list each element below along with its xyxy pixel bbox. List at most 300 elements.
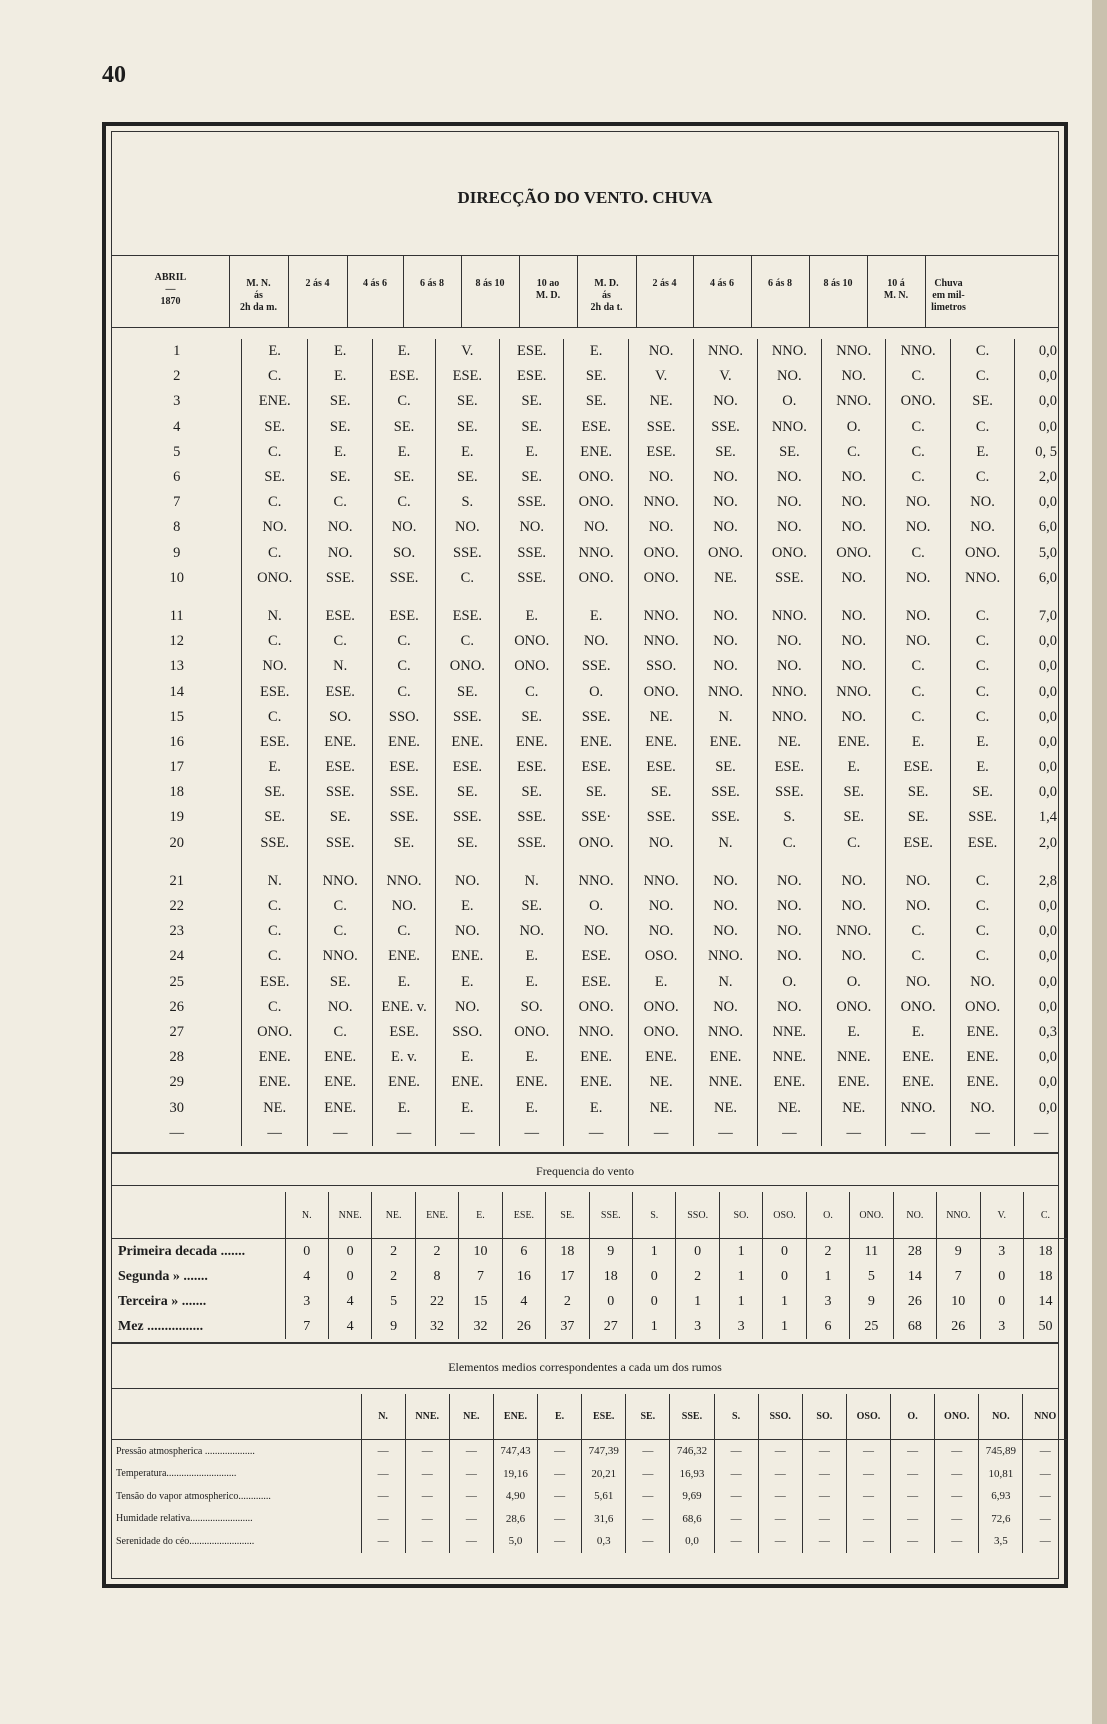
- elements-cell: 28,6: [493, 1508, 537, 1531]
- elements-column-header: SO.: [802, 1394, 846, 1440]
- wind-cell: C.: [242, 995, 308, 1020]
- day-cell: 17: [169, 759, 184, 776]
- frequency-cell: 22: [415, 1289, 458, 1314]
- frequency-cell: 9: [850, 1289, 893, 1314]
- elements-cell: —: [846, 1440, 890, 1463]
- rule-under-elements-title: [112, 1388, 1058, 1389]
- elements-cell: —: [626, 1485, 670, 1508]
- wind-cell: ESE.: [757, 755, 821, 780]
- elements-cell: —: [802, 1440, 846, 1463]
- elements-column-header: SE.: [626, 1394, 670, 1440]
- day-cell: 14: [169, 683, 184, 700]
- wind-cell: NNO.: [628, 604, 694, 629]
- wind-cell: NO.: [694, 995, 757, 1020]
- elements-column-header: ENE.: [493, 1394, 537, 1440]
- table-row: [112, 705, 1067, 730]
- elements-column-header: ESE.: [582, 1394, 626, 1440]
- wind-cell: C.: [373, 679, 435, 704]
- day-cell: 28: [169, 1049, 184, 1066]
- day-cell: 16: [169, 733, 184, 750]
- wind-cell: NO.: [757, 919, 821, 944]
- frequency-cell: 0: [980, 1289, 1023, 1314]
- table-row: [112, 629, 1067, 654]
- dash-cell: —: [564, 1121, 628, 1146]
- dash-cell: —: [757, 1121, 821, 1146]
- wind-cell: ENE.: [373, 944, 435, 969]
- wind-cell: SE.: [307, 970, 373, 995]
- gap-cell: [757, 591, 821, 604]
- wind-cell: SSE.: [500, 566, 564, 591]
- wind-cell: ONO.: [757, 541, 821, 566]
- wind-cell: NNO.: [822, 339, 886, 364]
- frequency-row: [112, 1239, 1067, 1265]
- table-row: [112, 894, 1067, 919]
- wind-cell: NO.: [307, 515, 373, 540]
- column-header-line: 2 ás 4: [652, 278, 677, 289]
- wind-cell: SE.: [373, 415, 435, 440]
- wind-cell: SSE.: [307, 566, 373, 591]
- day-cell: 27: [169, 1023, 184, 1040]
- frequency-cell: 1: [806, 1264, 849, 1289]
- wind-cell: ENE.: [564, 440, 628, 465]
- frequency-cell: 4: [502, 1289, 545, 1314]
- wind-cell: ONO.: [242, 1020, 308, 1045]
- wind-cell: SSE.: [500, 831, 564, 856]
- frequency-cell: 50: [1023, 1314, 1067, 1339]
- elements-title: Elementos medios correspondentes a cada um dos rumos: [448, 1360, 722, 1374]
- column-header-line: 10 á: [887, 278, 905, 289]
- wind-cell: NO.: [822, 705, 886, 730]
- wind-cell: C.: [307, 919, 373, 944]
- day-cell: 3: [173, 393, 181, 410]
- frequency-cell: 32: [459, 1314, 502, 1339]
- column-header: [867, 278, 925, 302]
- wind-cell: NE.: [694, 566, 757, 591]
- wind-cell: ESE.: [886, 831, 950, 856]
- rain-cell: 0,0: [1015, 389, 1067, 414]
- wind-cell: E.: [500, 1045, 564, 1070]
- wind-cell: SSO.: [435, 1020, 499, 1045]
- elements-cell: —: [1023, 1440, 1067, 1463]
- table-row: [112, 541, 1067, 566]
- wind-cell: NO.: [628, 919, 694, 944]
- elements-cell: —: [538, 1530, 582, 1553]
- elements-cell: 16,93: [670, 1463, 714, 1486]
- gap-cell: [435, 591, 499, 604]
- gap-cell: [373, 591, 435, 604]
- gap-cell: [822, 591, 886, 604]
- wind-cell: V.: [694, 364, 757, 389]
- elements-table: [112, 1394, 1067, 1553]
- elements-column-header: E.: [538, 1394, 582, 1440]
- rain-cell: 0,0: [1015, 970, 1067, 995]
- column-header-line: 4 ás 6: [710, 278, 734, 289]
- wind-cell: ONO.: [886, 389, 950, 414]
- frequency-cell: 9: [589, 1239, 632, 1265]
- wind-cell: O.: [757, 970, 821, 995]
- day-cell: 13: [169, 658, 184, 675]
- wind-cell: ESE.: [242, 970, 308, 995]
- wind-cell: NO.: [757, 654, 821, 679]
- table-row: [112, 730, 1067, 755]
- column-header-line: ás: [254, 290, 263, 301]
- wind-cell: NNO.: [757, 339, 821, 364]
- wind-cell: NO.: [822, 364, 886, 389]
- wind-cell: ENE.: [242, 1070, 308, 1095]
- frequency-column-header: OSO.: [763, 1192, 806, 1239]
- frequency-column-header: SSO.: [676, 1192, 719, 1239]
- frequency-cell: 2: [372, 1264, 415, 1289]
- wind-cell: N.: [242, 604, 308, 629]
- frequency-cell: 1: [763, 1289, 806, 1314]
- frequency-cell: 7: [459, 1264, 502, 1289]
- elements-cell: —: [714, 1530, 758, 1553]
- column-header-line: Chuva: [934, 278, 963, 289]
- wind-cell: NNE.: [757, 1045, 821, 1070]
- wind-cell: S.: [435, 490, 499, 515]
- elements-row-label: Serenidade do céo..........................: [116, 1535, 255, 1547]
- rain-cell: 0,0: [1015, 780, 1067, 805]
- wind-cell: C.: [435, 629, 499, 654]
- frequency-cell: 18: [1023, 1239, 1067, 1265]
- wind-cell: SE.: [886, 780, 950, 805]
- wind-cell: SE.: [694, 755, 757, 780]
- elements-cell: —: [538, 1463, 582, 1486]
- wind-cell: NO.: [822, 604, 886, 629]
- elements-cell: —: [802, 1530, 846, 1553]
- wind-cell: SSE·: [564, 805, 628, 830]
- frequency-row-label: Terceira » .......: [118, 1293, 207, 1309]
- frequency-cell: 3: [980, 1314, 1023, 1339]
- wind-cell: ENE.: [373, 730, 435, 755]
- frequency-row: [112, 1289, 1067, 1314]
- gap-cell: [628, 856, 694, 869]
- elements-cell: —: [891, 1530, 935, 1553]
- elements-cell: —: [405, 1440, 449, 1463]
- wind-cell: NO.: [757, 515, 821, 540]
- table-row: [112, 364, 1067, 389]
- wind-cell: C.: [950, 919, 1014, 944]
- column-header: [636, 278, 693, 290]
- day-cell: 30: [169, 1099, 184, 1116]
- frequency-cell: 0: [633, 1289, 676, 1314]
- rain-cell: 6,0: [1015, 566, 1067, 591]
- wind-cell: ONO.: [950, 995, 1014, 1020]
- wind-cell: ONO.: [628, 541, 694, 566]
- wind-cell: V.: [435, 339, 499, 364]
- frequency-cell: 7: [285, 1314, 328, 1339]
- wind-cell: C.: [822, 440, 886, 465]
- wind-cell: SE.: [242, 805, 308, 830]
- wind-cell: NO.: [757, 465, 821, 490]
- table-row: [112, 1070, 1067, 1095]
- wind-cell: SE.: [500, 465, 564, 490]
- frequency-column-header: NE.: [372, 1192, 415, 1239]
- gap-cell: [1015, 591, 1067, 604]
- dash-cell: —: [169, 1124, 184, 1141]
- day-cell: 26: [169, 998, 184, 1015]
- wind-cell: O.: [564, 679, 628, 704]
- frequency-cell: 5: [850, 1264, 893, 1289]
- day-cell: 7: [173, 494, 181, 511]
- wind-cell: ESE.: [307, 755, 373, 780]
- column-header-line: M. N.: [883, 290, 909, 301]
- frequency-cell: 2: [806, 1239, 849, 1265]
- elements-row-label: Temperatura............................: [116, 1468, 237, 1480]
- elements-cell: —: [891, 1463, 935, 1486]
- wind-cell: C.: [950, 894, 1014, 919]
- wind-cell: N.: [694, 831, 757, 856]
- wind-cell: C.: [950, 364, 1014, 389]
- wind-cell: SE.: [500, 389, 564, 414]
- elements-cell: 4,90: [493, 1485, 537, 1508]
- elements-cell: —: [626, 1530, 670, 1553]
- rain-cell: 0,0: [1015, 364, 1067, 389]
- frequency-row: [112, 1264, 1067, 1289]
- wind-cell: NO.: [307, 541, 373, 566]
- elements-cell: —: [405, 1463, 449, 1486]
- elements-row: [112, 1508, 1067, 1531]
- wind-cell: SSE.: [628, 805, 694, 830]
- frequency-header-row: [112, 1192, 1067, 1239]
- rain-cell: 0,0: [1015, 995, 1067, 1020]
- elements-cell: 19,16: [493, 1463, 537, 1486]
- elements-header-row: [112, 1394, 1067, 1440]
- wind-cell: SSE.: [373, 566, 435, 591]
- dash-cell: —: [242, 1121, 308, 1146]
- gap-cell: [242, 856, 308, 869]
- dash-cell: —: [373, 1121, 435, 1146]
- wind-cell: SE.: [950, 389, 1014, 414]
- frequency-column-header: SSE.: [589, 1192, 632, 1239]
- elements-cell: —: [891, 1485, 935, 1508]
- elements-cell: —: [758, 1463, 802, 1486]
- column-header-line: ás: [602, 290, 611, 301]
- wind-cell: SE.: [307, 389, 373, 414]
- column-header-line: 2h da m.: [240, 302, 277, 313]
- frequency-cell: 9: [937, 1239, 980, 1265]
- column-divider: [636, 255, 637, 327]
- wind-cell: NO.: [757, 995, 821, 1020]
- rain-cell: 0,3: [1015, 1020, 1067, 1045]
- wind-cell: NO.: [564, 919, 628, 944]
- book-spine: [1092, 0, 1107, 1724]
- wind-cell: E.: [373, 440, 435, 465]
- wind-cell: SSE.: [628, 415, 694, 440]
- frequency-column-header: S.: [633, 1192, 676, 1239]
- column-header-line: M. D.: [535, 290, 561, 301]
- elements-column-header: NNO: [1023, 1394, 1067, 1440]
- wind-cell: SSE.: [435, 541, 499, 566]
- wind-cell: NO.: [694, 894, 757, 919]
- wind-cell: E.: [886, 1020, 950, 1045]
- rain-cell: 0,0: [1015, 339, 1067, 364]
- wind-cell: E.: [950, 755, 1014, 780]
- wind-cell: ENE.: [564, 1070, 628, 1095]
- elements-cell: 5,0: [493, 1530, 537, 1553]
- wind-cell: ONO.: [822, 995, 886, 1020]
- wind-cell: C.: [822, 831, 886, 856]
- rain-cell: 6,0: [1015, 515, 1067, 540]
- elements-cell: —: [714, 1485, 758, 1508]
- wind-cell: ENE.: [500, 730, 564, 755]
- decade-gap: [112, 856, 1067, 869]
- elements-cell: —: [891, 1440, 935, 1463]
- gap-cell: [628, 591, 694, 604]
- wind-cell: SSO.: [373, 705, 435, 730]
- table-row: [112, 490, 1067, 515]
- table-row: [112, 1020, 1067, 1045]
- wind-cell: NO.: [950, 490, 1014, 515]
- wind-cell: SSE.: [500, 805, 564, 830]
- wind-cell: C.: [307, 490, 373, 515]
- frequency-cell: 1: [763, 1314, 806, 1339]
- wind-cell: ENE.: [628, 1045, 694, 1070]
- wind-cell: ESE.: [373, 364, 435, 389]
- dash-cell: —: [822, 1121, 886, 1146]
- frequency-cell: 14: [1023, 1289, 1067, 1314]
- frequency-column-header: C.: [1023, 1192, 1067, 1239]
- wind-cell: ESE.: [307, 604, 373, 629]
- elements-cell: 9,69: [670, 1485, 714, 1508]
- frequency-cell: 8: [415, 1264, 458, 1289]
- wind-cell: ESE.: [564, 415, 628, 440]
- frequency-cell: 1: [633, 1239, 676, 1265]
- table-row: [112, 831, 1067, 856]
- gap-cell: [886, 591, 950, 604]
- wind-cell: E.: [564, 604, 628, 629]
- wind-cell: ENE.: [822, 730, 886, 755]
- dash-cell: —: [950, 1121, 1014, 1146]
- table-row: [112, 389, 1067, 414]
- wind-cell: NO.: [822, 869, 886, 894]
- wind-cell: NE.: [628, 705, 694, 730]
- frequency-table: [112, 1192, 1067, 1339]
- frequency-cell: 16: [502, 1264, 545, 1289]
- elements-column-header: NNE.: [405, 1394, 449, 1440]
- gap-cell: [500, 856, 564, 869]
- gap-cell: [950, 591, 1014, 604]
- wind-cell: NO.: [822, 894, 886, 919]
- wind-cell: ONO.: [886, 995, 950, 1020]
- day-cell: 24: [169, 948, 184, 965]
- rain-cell: 0,0: [1015, 1045, 1067, 1070]
- wind-cell: ESE.: [373, 604, 435, 629]
- wind-cell: E.: [435, 1045, 499, 1070]
- wind-cell: NO.: [950, 515, 1014, 540]
- column-header-line: 10 ao: [536, 278, 560, 289]
- frequency-cell: 10: [937, 1289, 980, 1314]
- wind-cell: C.: [950, 339, 1014, 364]
- wind-cell: ONO.: [500, 654, 564, 679]
- column-header-line: 8 ás 10: [475, 278, 505, 289]
- frequency-cell: 26: [893, 1289, 936, 1314]
- wind-cell: ONO.: [628, 566, 694, 591]
- elements-row: [112, 1485, 1067, 1508]
- day-cell: 11: [169, 607, 184, 624]
- frequency-cell: 0: [763, 1264, 806, 1289]
- wind-cell: ESE.: [564, 970, 628, 995]
- dash-cell: —: [1015, 1121, 1067, 1146]
- wind-cell: NE.: [694, 1095, 757, 1120]
- wind-cell: E.: [500, 944, 564, 969]
- wind-cell: NO.: [694, 869, 757, 894]
- column-divider: [809, 255, 810, 327]
- frequency-row-label: Segunda » .......: [118, 1268, 208, 1284]
- wind-cell: C.: [373, 654, 435, 679]
- wind-cell: SE.: [242, 465, 308, 490]
- rule-above-frequency: [112, 1152, 1058, 1154]
- wind-cell: NO.: [694, 515, 757, 540]
- wind-cell: SSE.: [757, 780, 821, 805]
- wind-cell: NO.: [886, 515, 950, 540]
- wind-cell: NO.: [242, 654, 308, 679]
- column-header: [751, 278, 809, 290]
- wind-cell: ONO.: [242, 566, 308, 591]
- wind-cell: SE.: [242, 780, 308, 805]
- wind-cell: E.: [564, 1095, 628, 1120]
- wind-cell: NNO.: [822, 679, 886, 704]
- elements-cell: 747,43: [493, 1440, 537, 1463]
- wind-cell: E.: [500, 604, 564, 629]
- elements-cell: —: [538, 1440, 582, 1463]
- elements-cell: —: [449, 1440, 493, 1463]
- wind-cell: NNO.: [757, 604, 821, 629]
- column-divider: [925, 255, 926, 327]
- wind-cell: ONO.: [564, 566, 628, 591]
- wind-cell: SE.: [500, 415, 564, 440]
- table-row: [112, 780, 1067, 805]
- elements-column-header: NE.: [449, 1394, 493, 1440]
- day-cell: 1: [173, 343, 181, 360]
- wind-cell: C.: [886, 364, 950, 389]
- wind-cell: SE.: [500, 780, 564, 805]
- wind-cell: NO.: [886, 970, 950, 995]
- wind-cell: SO.: [307, 705, 373, 730]
- wind-cell: ENE.: [950, 1045, 1014, 1070]
- gap-cell: [822, 856, 886, 869]
- wind-cell: ENE.: [628, 730, 694, 755]
- elements-cell: —: [361, 1485, 405, 1508]
- elements-row-label: Tensão do vapor atmospherico.............: [116, 1490, 271, 1502]
- wind-cell: NNO.: [757, 705, 821, 730]
- wind-cell: SE.: [242, 415, 308, 440]
- elements-cell: 0,3: [582, 1530, 626, 1553]
- wind-cell: E.: [822, 1020, 886, 1045]
- elements-cell: 6,93: [979, 1485, 1023, 1508]
- wind-cell: ENE.: [757, 1070, 821, 1095]
- frequency-column-header: NNO.: [937, 1192, 980, 1239]
- gap-cell: [307, 591, 373, 604]
- frequency-cell: 3: [676, 1314, 719, 1339]
- frequency-title: Frequencia do vento: [536, 1164, 634, 1178]
- elements-row: [112, 1440, 1067, 1463]
- elements-cell: —: [626, 1508, 670, 1531]
- frequency-cell: 2: [372, 1239, 415, 1265]
- column-header: [925, 278, 972, 314]
- frequency-cell: 14: [893, 1264, 936, 1289]
- frequency-cell: 0: [980, 1264, 1023, 1289]
- wind-cell: C.: [242, 894, 308, 919]
- elements-cell: 0,0: [670, 1530, 714, 1553]
- wind-cell: SSE.: [242, 831, 308, 856]
- wind-cell: NO.: [694, 490, 757, 515]
- wind-cell: C.: [242, 541, 308, 566]
- wind-cell: C.: [950, 604, 1014, 629]
- gap-cell: [112, 856, 242, 869]
- rain-cell: 0,0: [1015, 755, 1067, 780]
- wind-cell: NO.: [886, 629, 950, 654]
